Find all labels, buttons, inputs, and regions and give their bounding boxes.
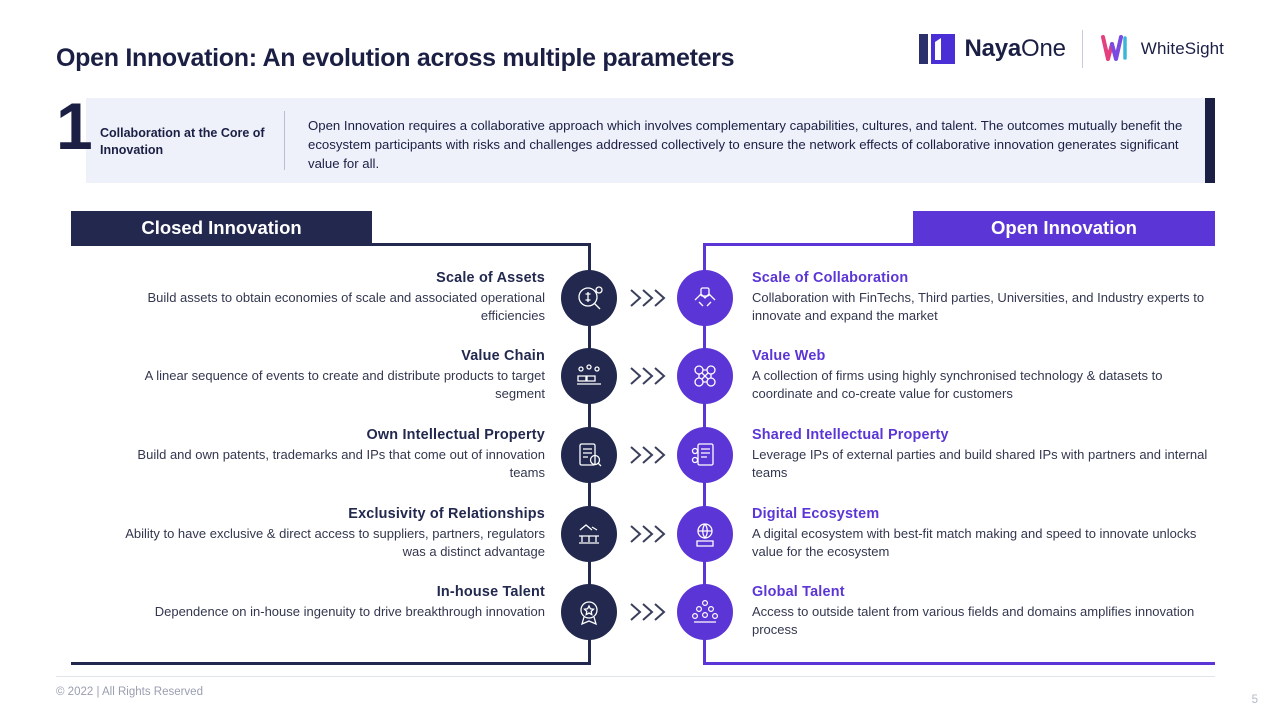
globe-ecosystem-icon [677, 506, 733, 562]
handshake-org-icon [561, 506, 617, 562]
right-item-desc: Collaboration with FinTechs, Third parties, Universities, and Industry experts to innovate and expand the market [752, 290, 1205, 323]
assets-scale-icon [561, 270, 617, 326]
right-item-text [752, 506, 1222, 561]
nayaone-wordmark: NayaOne [964, 35, 1066, 62]
right-item-desc: Leverage IPs of external parties and build shared IPs with partners and internal teams [752, 447, 1208, 480]
page-title: Open Innovation: An evolution across multiple parameters [56, 44, 735, 72]
chevron-right-icon [627, 440, 673, 470]
whitesight-mark-icon [1099, 32, 1133, 66]
right-item-desc: A digital ecosystem with best-fit match making and speed to innovate unlocks value for the ecosystem [752, 526, 1197, 559]
right-rail-bottom [703, 662, 1215, 665]
left-item-title: Exclusivity of Relationships [348, 506, 545, 522]
callout-text: Open Innovation requires a collaborative approach which involves complementary capabilities, cultures, and talent. The outcomes mutually benefit the ecosystem participants with risks and challenges addressed collectively to ensure the network effects of collaborative innovation generates significant value for all. [308, 118, 1183, 172]
left-item-desc: Ability to have exclusive & direct access to suppliers, partners, regulators was a distinct advantage [125, 526, 545, 559]
badge-star-icon [561, 584, 617, 640]
left-item-text [125, 270, 545, 325]
network-web-icon [677, 348, 733, 404]
callout-label: Collaboration at the Core of Innovation [100, 126, 265, 157]
comparison-row [0, 348, 1280, 426]
left-item-text [125, 584, 545, 621]
callout-band [56, 89, 1215, 183]
right-item-desc: A collection of firms using highly synchronised technology & datasets to coordinate and co-create value for customers [752, 368, 1163, 401]
right-item-title: Scale of Collaboration [752, 270, 909, 286]
brand-bar [919, 30, 1224, 68]
chevron-right-icon [627, 597, 673, 627]
callout-separator [284, 111, 285, 170]
right-item-title: Digital Ecosystem [752, 506, 880, 522]
footer-copyright: © 2022 | All Rights Reserved [56, 686, 203, 698]
left-rail-bottom [71, 662, 591, 665]
right-item-title: Value Web [752, 348, 826, 364]
left-item-title: Value Chain [461, 348, 545, 364]
left-item-title: Own Intellectual Property [366, 427, 545, 443]
open-innovation-header-label: Open Innovation [991, 217, 1137, 238]
nayaone-mark-icon [919, 31, 955, 67]
footer-divider [56, 676, 1215, 677]
left-item-text [125, 348, 545, 403]
left-item-desc: A linear sequence of events to create and distribute products to target segment [144, 368, 545, 401]
callout-right-accent [1205, 98, 1215, 183]
chevron-right-icon [627, 283, 673, 313]
people-group-icon [677, 584, 733, 640]
left-item-title: In-house Talent [436, 584, 545, 600]
right-item-text [752, 348, 1222, 403]
comparison-row [0, 427, 1280, 505]
chevron-right-icon [627, 519, 673, 549]
right-item-title: Global Talent [752, 584, 845, 600]
brand-divider [1082, 30, 1083, 68]
page-number: 5 [1251, 694, 1258, 706]
right-rail-top [703, 243, 1215, 246]
left-item-desc: Build assets to obtain economies of scale and associated operational efficiencies [147, 290, 545, 323]
chevron-right-icon [627, 361, 673, 391]
comparison-row [0, 506, 1280, 584]
right-item-text [752, 427, 1222, 482]
nayaone-logo [919, 31, 1065, 67]
open-innovation-header [913, 211, 1215, 245]
handshake-puzzle-icon [677, 270, 733, 326]
left-rail-top [71, 243, 591, 246]
linear-chain-icon [561, 348, 617, 404]
right-item-text [752, 584, 1222, 639]
right-item-title: Shared Intellectual Property [752, 427, 949, 443]
comparison-row [0, 584, 1280, 662]
right-item-desc: Access to outside talent from various fields and domains amplifies innovation process [752, 604, 1195, 637]
right-item-text [752, 270, 1222, 325]
left-item-desc: Build and own patents, trademarks and IPs that come out of innovation teams [137, 447, 545, 480]
callout-number: 1 [56, 89, 93, 163]
closed-innovation-header [71, 211, 372, 245]
closed-innovation-header-label: Closed Innovation [141, 217, 302, 238]
document-search-icon [561, 427, 617, 483]
shared-document-icon [677, 427, 733, 483]
left-item-title: Scale of Assets [436, 270, 545, 286]
whitesight-logo [1099, 32, 1224, 66]
whitesight-wordmark: WhiteSight [1140, 39, 1224, 58]
left-item-text [125, 506, 545, 561]
left-item-desc: Dependence on in-house ingenuity to drive breakthrough innovation [154, 604, 545, 619]
comparison-row [0, 270, 1280, 348]
left-item-text [125, 427, 545, 482]
